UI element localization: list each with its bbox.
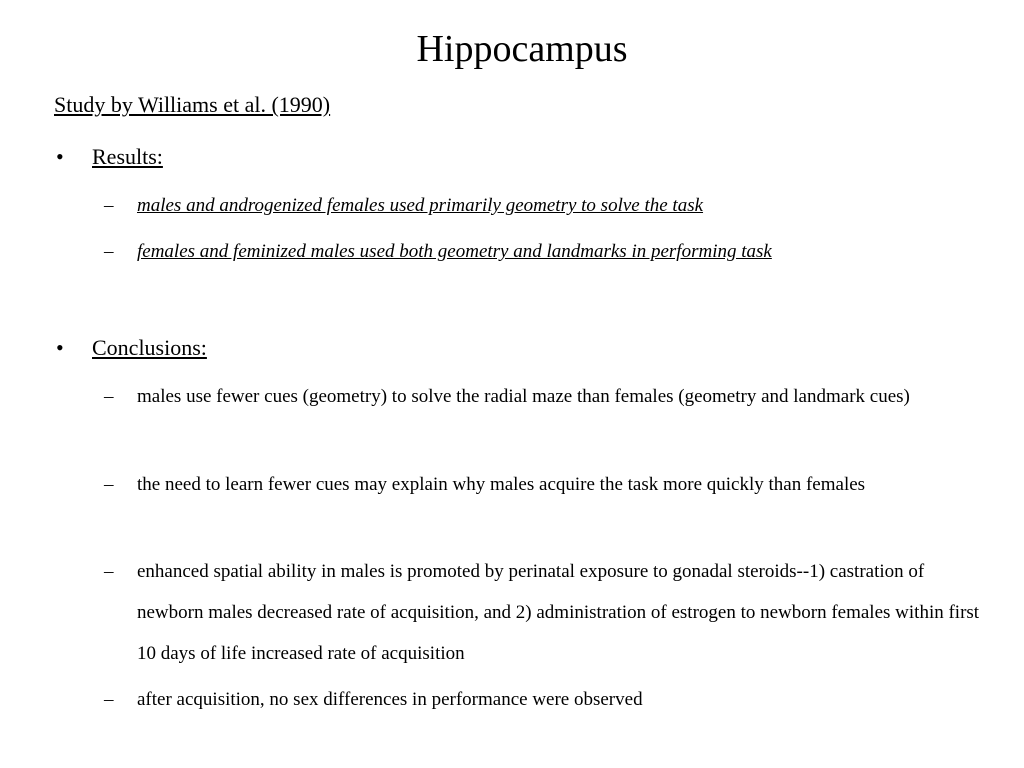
study-citation: Study by Williams et al. (1990) bbox=[54, 92, 331, 117]
dash-marker: – bbox=[104, 689, 114, 710]
conclusions-item bbox=[104, 464, 984, 505]
dash-marker: – bbox=[104, 386, 114, 407]
conclusions-item-text: males use fewer cues (geometry) to solve the radial maze than females (geometry and landmark cues) bbox=[137, 386, 910, 407]
conclusions-heading: Conclusions: bbox=[92, 335, 207, 360]
results-heading: Results: bbox=[92, 144, 163, 169]
conclusions-item bbox=[104, 376, 984, 417]
bullet-dot: • bbox=[56, 335, 64, 360]
conclusions-item bbox=[104, 551, 984, 674]
dash-marker: – bbox=[104, 241, 114, 262]
results-item-text: females and feminized males used both geometry and landmarks in performing task bbox=[137, 241, 772, 262]
dash-marker: – bbox=[104, 195, 114, 216]
results-item bbox=[104, 237, 984, 267]
conclusions-item-text: the need to learn fewer cues may explain why males acquire the task more quickly than females bbox=[137, 474, 866, 495]
slide-title: Hippocampus bbox=[416, 28, 628, 70]
conclusions-item-text: enhanced spatial ability in males is promoted by perinatal exposure to gonadal steroids--1) castration of newborn males decreased rate of acquisition, and 2) administration of estrogen to newborn females within first 10 days of life increased rate of acquisition bbox=[137, 561, 980, 664]
conclusions-item bbox=[104, 679, 984, 720]
bullet-dot: • bbox=[56, 144, 64, 169]
dash-marker: – bbox=[104, 474, 114, 495]
conclusions-item-text: after acquisition, no sex differences in performance were observed bbox=[137, 689, 643, 710]
results-item-text: males and androgenized females used primarily geometry to solve the task bbox=[137, 195, 704, 216]
dash-marker: – bbox=[104, 561, 114, 582]
results-item bbox=[104, 191, 984, 221]
